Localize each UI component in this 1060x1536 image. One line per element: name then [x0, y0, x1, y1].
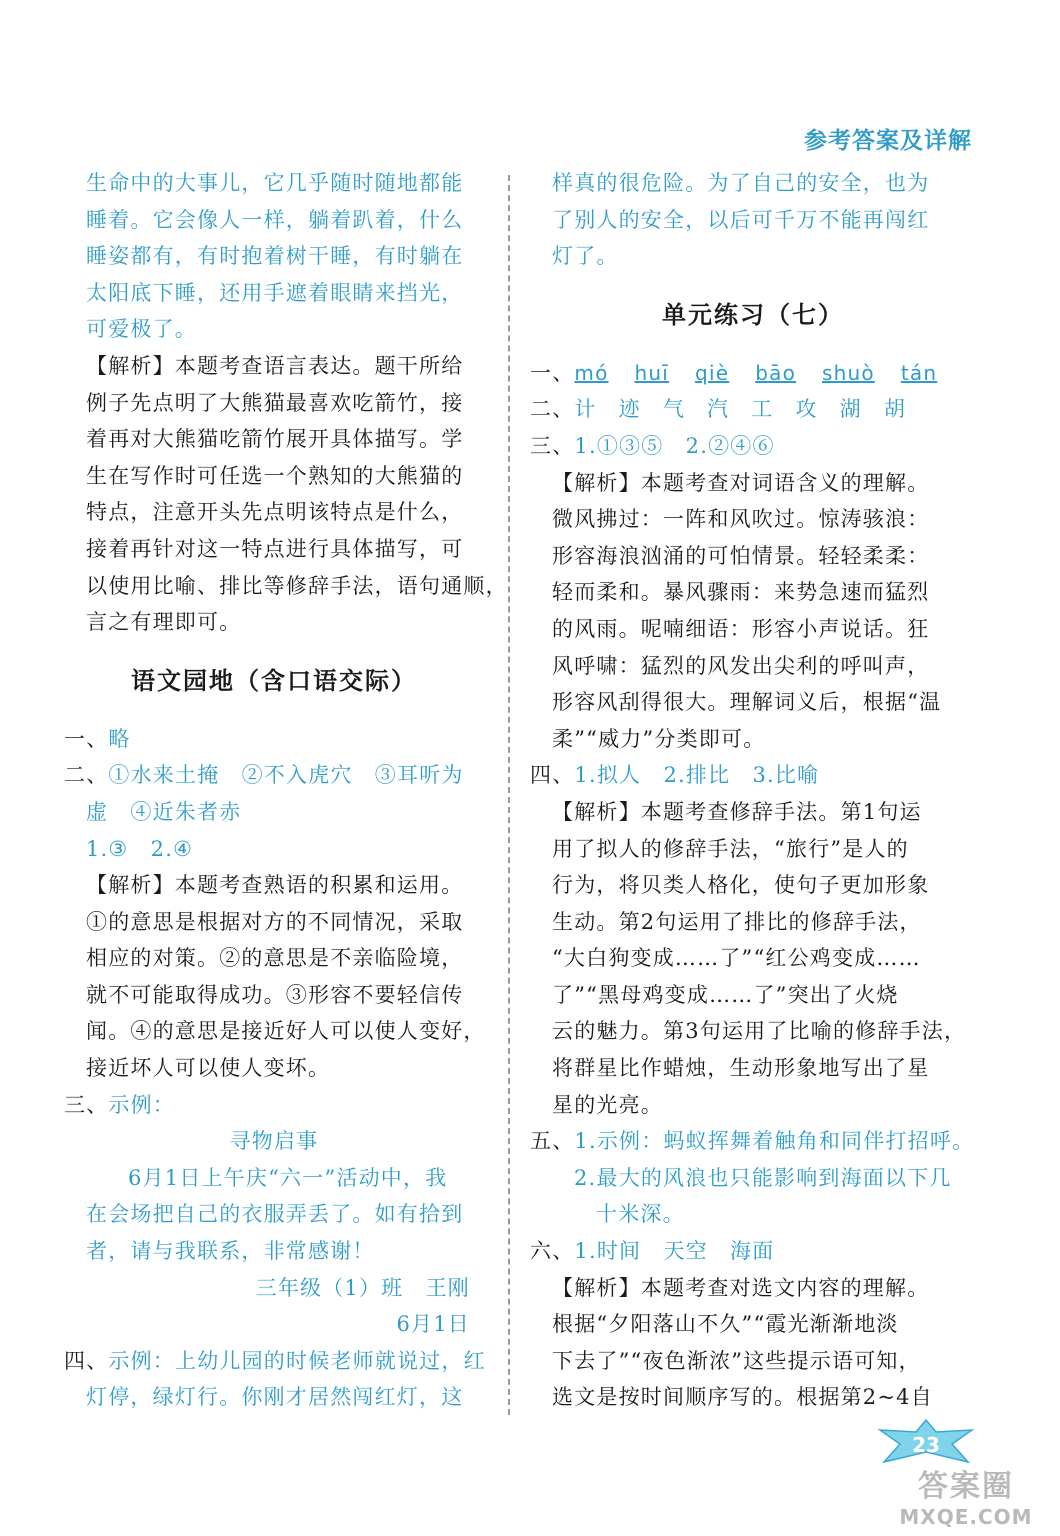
text-line: 【解析】本题考查对选文内容的理解。 [552, 1275, 930, 1300]
analysis-block [64, 348, 508, 641]
analysis-block [530, 794, 976, 1123]
text-line: 下去了”“夜色渐浓”这些提示语可知， [552, 1348, 921, 1373]
char-answer: 计 [574, 397, 597, 422]
char-answer: 攻 [795, 397, 818, 422]
question-number: 二、 [64, 763, 109, 788]
question-2 [530, 391, 976, 428]
column-divider [508, 175, 510, 1415]
answer-text: 2.最大的风浪也只能影响到海面以下几 [574, 1165, 952, 1190]
page-number-badge [876, 1418, 976, 1464]
question-2 [64, 757, 484, 867]
question-3 [530, 428, 976, 465]
text-line: 言之有理即可。 [86, 610, 242, 635]
answer-text: 1.①③⑤ 2.②④⑥ [574, 433, 775, 458]
text-line: 的风雨。呢喃细语：形容小声说话。狂 [552, 616, 930, 641]
text-line: 闻。④的意思是接近好人可以使人变好， [86, 1019, 486, 1044]
char-answer: 工 [751, 397, 774, 422]
text-line: 根据“夕阳落山不久”“霞光渐渐地淡 [552, 1312, 899, 1337]
answer-text: 灯停，绿灯行。你刚才居然闯红灯，这 [86, 1385, 464, 1410]
page-number: 23 [912, 1433, 940, 1457]
text-line: 将群星比作蜡烛，生动形象地写出了星 [552, 1056, 930, 1081]
text-line: “大白狗变成……了”“红公鸡变成…… [552, 946, 921, 971]
text-line: 灯了。 [552, 244, 619, 269]
text-line: 选文是按时间顺序写的。根据第2~4自 [552, 1385, 933, 1410]
char-answer: 迹 [618, 397, 641, 422]
question-1 [530, 355, 976, 392]
text-line: 云的魅力。第3句运用了比喻的修辞手法， [552, 1019, 967, 1044]
pinyin-answer: qiè [695, 360, 730, 385]
char-answer: 汽 [707, 397, 730, 422]
analysis-block [530, 465, 976, 758]
answer-text: 1.拟人 2.排比 3.比喻 [574, 763, 820, 788]
answer-text: 1.时间 天空 海面 [574, 1239, 775, 1264]
answer-text: 虚 ④近朱者赤 [86, 799, 242, 824]
text-line: 微风拂过：一阵和风吹过。惊涛骇浪： [552, 507, 930, 532]
text-line: 行为，将贝类人格化，使句子更加形象 [552, 873, 930, 898]
question-5 [530, 1123, 976, 1233]
notice-line: 者，请与我联系，非常感谢！ [86, 1239, 375, 1264]
text-line: 接着再针对这一特点进行具体描写，可 [86, 536, 464, 561]
page-header: 参考答案及详解 [804, 128, 972, 154]
text-line: 了别人的安全，以后可千万不能再闯红 [552, 207, 930, 232]
left-column [64, 165, 508, 1416]
notice-signature: 三年级（1）班 王刚 [255, 1275, 470, 1300]
text-line: ①的意思是根据对方的不同情况，采取 [86, 909, 464, 934]
question-number: 五、 [530, 1129, 575, 1154]
text-line: 可爱极了。 [86, 317, 197, 342]
question-4 [530, 757, 976, 794]
char-answer: 胡 [883, 397, 907, 422]
text-line: 就不可能取得成功。③形容不要轻信传 [86, 982, 464, 1007]
text-line: 睡着。它会像人一样，躺着趴着，什么 [86, 207, 464, 232]
answer-text: 十米深。 [596, 1202, 685, 1227]
notice-title: 寻物启事 [229, 1129, 319, 1154]
text-line: 用了拟人的修辞手法，“旅行”是人的 [552, 836, 909, 861]
text-line: 以使用比喻、排比等修辞手法，语句通顺， [86, 573, 508, 598]
answer-text: 1.示例：蚂蚁挥舞着触角和同伴打招呼。 [574, 1129, 975, 1154]
text-line: 睡姿都有，有时抱着树干睡，有时躺在 [86, 244, 464, 269]
text-line: 【解析】本题考查语言表达。题干所给 [86, 353, 464, 378]
answer-text: 1.③ 2.④ [86, 836, 194, 861]
text-line: 生命中的大事儿，它几乎随时随地都能 [86, 171, 464, 195]
text-line: 了”“黑母鸡变成……了”突出了火烧 [552, 982, 899, 1007]
text-line: 【解析】本题考查修辞手法。第1句运 [552, 799, 922, 824]
question-number: 四、 [64, 1348, 109, 1373]
text-line: 例子先点明了大熊猫最喜欢吃箭竹，接 [86, 390, 464, 415]
question-number: 四、 [530, 763, 575, 788]
text-line: 生在写作时可任选一个熟知的大熊猫的 [86, 463, 464, 488]
notice-date: 6月1日 [396, 1312, 470, 1337]
text-line: 太阳底下睡，还用手遮着眼睛来挡光， [86, 280, 464, 305]
text-line: 风呼啸：猛烈的风发出尖利的呼叫声， [552, 653, 930, 678]
analysis-block [530, 1270, 976, 1416]
pinyin-answer: shuò [822, 360, 875, 385]
question-number: 一、 [64, 726, 109, 751]
text-line: 【解析】本题考查熟语的积累和运用。 [86, 873, 464, 898]
answer-label: 示例： [108, 1092, 176, 1117]
notice-line: 在会场把自己的衣服弄丢了。如有拾到 [86, 1202, 464, 1227]
pinyin-answer: mó [574, 360, 609, 385]
right-column [530, 165, 976, 1416]
text-line: 着再对大熊猫吃箭竹展开具体描写。学 [86, 427, 464, 452]
question-1 [64, 721, 484, 758]
pinyin-answer: tán [900, 360, 938, 385]
text-line: 相应的对策。②的意思是不亲临险境， [86, 946, 464, 971]
question-3 [64, 1087, 484, 1343]
analysis-block [64, 867, 484, 1087]
notice-line: 6月1日上午庆“六一”活动中，我 [128, 1165, 448, 1190]
text-line: 特点，注意开头先点明该特点是什么， [86, 500, 464, 525]
watermark-text: 答案圈 [918, 1469, 1014, 1504]
text-line: 形容风刮得很大。理解词义后，根据“温 [552, 690, 942, 715]
continued-paragraph [530, 165, 976, 275]
text-line: 形容海浪汹涌的可怕情景。轻轻柔柔： [552, 543, 930, 568]
char-answer: 气 [662, 397, 686, 422]
question-number: 二、 [530, 397, 575, 422]
char-answer: 湖 [839, 397, 862, 422]
text-line: 样真的很危险。为了自己的安全，也为 [552, 171, 930, 195]
text-line: 生动。第2句运用了排比的修辞手法， [552, 909, 922, 934]
text-line: 接近坏人可以使人变坏。 [86, 1056, 331, 1081]
question-4 [64, 1343, 484, 1416]
answer-text: 示例：上幼儿园的时候老师就说过，红 [108, 1348, 486, 1373]
watermark-logo [878, 1462, 1054, 1532]
pinyin-answer: bāo [755, 360, 797, 385]
pinyin-answer: huī [634, 360, 670, 385]
section-title: 单元练习（七） [662, 300, 844, 329]
text-line: 轻而柔和。暴风骤雨：来势急速而猛烈 [552, 580, 930, 605]
section-title: 语文园地（含口语交际） [131, 666, 417, 695]
text-line: 柔”“威力”分类即可。 [552, 726, 766, 751]
question-number: 六、 [530, 1239, 575, 1264]
text-line: 【解析】本题考查对词语含义的理解。 [552, 470, 930, 495]
answer-text: 略 [108, 726, 131, 751]
question-number: 三、 [530, 433, 575, 458]
question-number: 一、 [530, 360, 575, 385]
intro-paragraph [64, 165, 484, 348]
answer-text: ①水来土掩 ②不入虎穴 ③耳听为 [108, 763, 464, 788]
question-number: 三、 [64, 1092, 109, 1117]
question-6 [530, 1233, 976, 1270]
watermark-url: MXQE.COM [899, 1505, 1033, 1529]
text-line: 星的光亮。 [552, 1092, 663, 1117]
